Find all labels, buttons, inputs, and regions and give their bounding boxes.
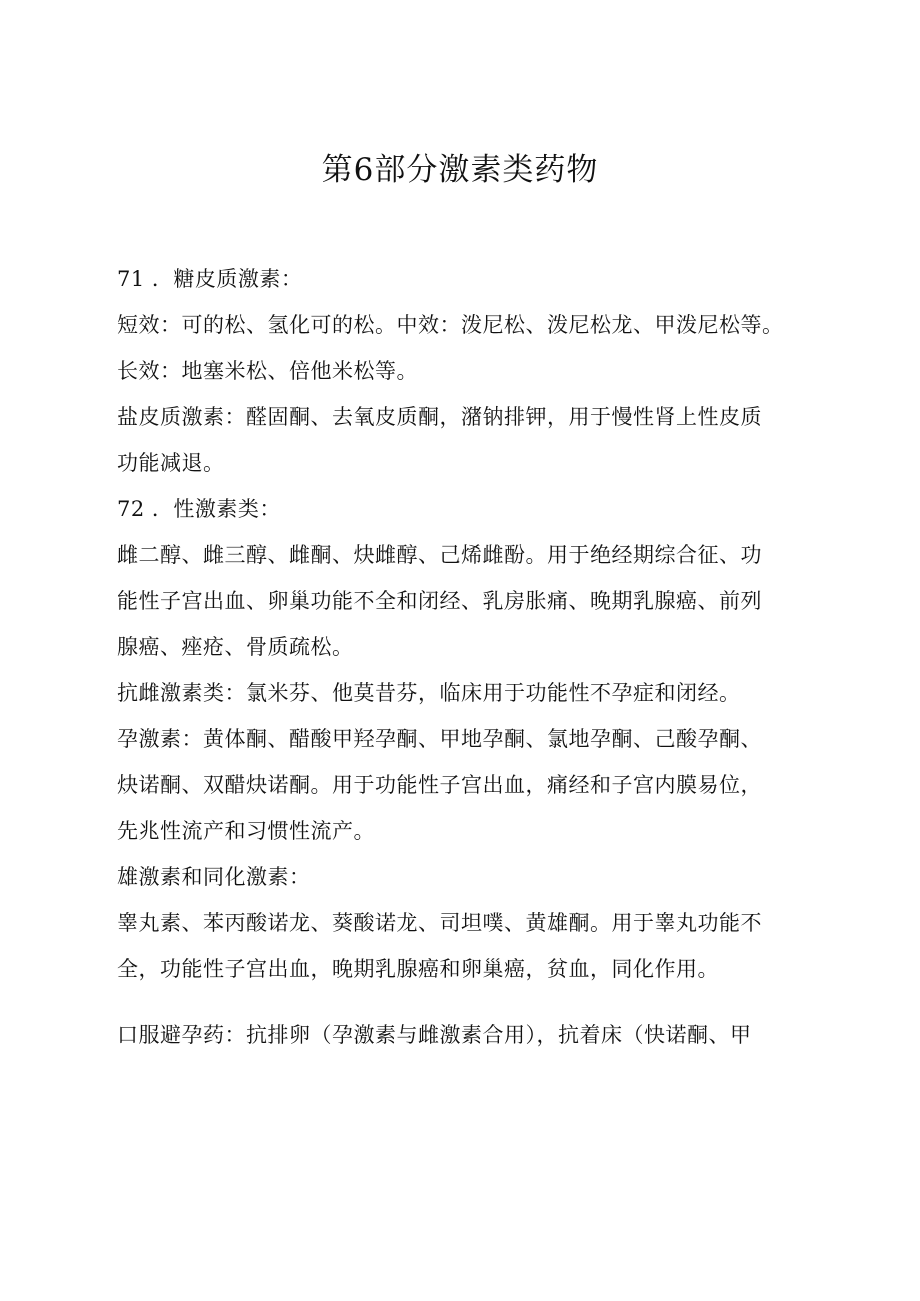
paragraph-spacer bbox=[117, 992, 817, 1012]
paragraph-line: 炔诺酮、双醋炔诺酮。用于功能性子宫出血，痛经和子宫内膜易位， bbox=[117, 773, 762, 797]
paragraph-line: 口服避孕药：抗排卵（孕激素与雌激素合用），抗着床（快诺酮、甲 bbox=[117, 1023, 752, 1047]
paragraph-line: 抗雌激素类：氯米芬、他莫昔芬，临床用于功能性不孕症和闭经。 bbox=[117, 681, 741, 705]
section-heading-sex-hormones: 72 ．性激素类： bbox=[117, 497, 281, 521]
document-body bbox=[117, 256, 817, 1058]
paragraph-line: 功能减退。 bbox=[117, 451, 225, 475]
paragraph-line: 雌二醇、雌三醇、雌酮、炔雌醇、己烯雌酚。用于绝经期综合征、功 bbox=[117, 543, 762, 567]
paragraph-line: 短效：可的松、氢化可的松。中效：泼尼松、泼尼松龙、甲泼尼松等。 bbox=[117, 313, 784, 337]
paragraph-line: 全，功能性子宫出血，晚期乳腺癌和卵巢癌，贫血，同化作用。 bbox=[117, 957, 719, 981]
section-heading-glucocorticoids: 71 ．糖皮质激素： bbox=[117, 267, 303, 291]
paragraph-line: 长效：地塞米松、倍他米松等。 bbox=[117, 359, 418, 383]
page-title: 第6部分激素类药物 bbox=[321, 152, 599, 188]
paragraph-line: 腺癌、痤疮、骨质疏松。 bbox=[117, 635, 354, 659]
paragraph-line: 盐皮质激素：醛固酮、去氧皮质酮，潴钠排钾，用于慢性肾上性皮质 bbox=[117, 405, 762, 429]
paragraph-line: 孕激素：黄体酮、醋酸甲羟孕酮、甲地孕酮、氯地孕酮、己酸孕酮、 bbox=[117, 727, 762, 751]
paragraph-line: 先兆性流产和习惯性流产。 bbox=[117, 819, 375, 843]
paragraph-line: 睾丸素、苯丙酸诺龙、葵酸诺龙、司坦噗、黄雄酮。用于睾丸功能不 bbox=[117, 911, 762, 935]
paragraph-line: 能性子宫出血、卵巢功能不全和闭经、乳房胀痛、晚期乳腺癌、前列 bbox=[117, 589, 762, 613]
section-heading-androgens: 雄激素和同化激素： bbox=[117, 865, 311, 889]
